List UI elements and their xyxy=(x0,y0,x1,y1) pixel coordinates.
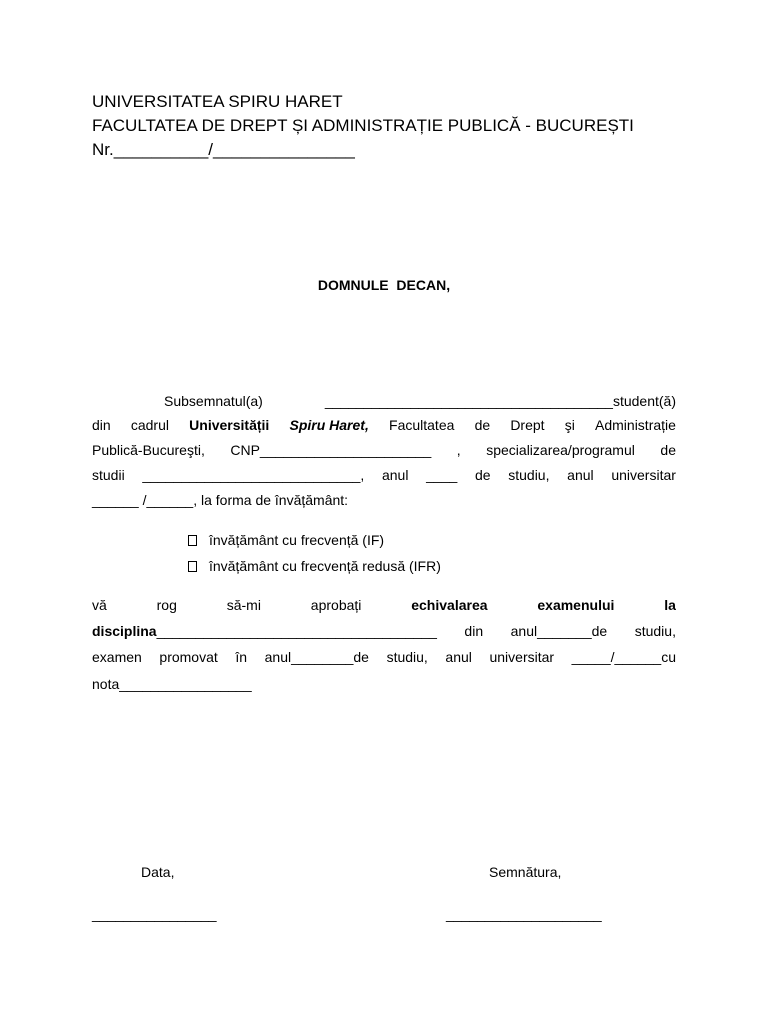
word: de xyxy=(474,467,491,483)
checkbox-ifr[interactable] xyxy=(188,561,197,572)
word: vă xyxy=(92,597,107,613)
word: promovat xyxy=(159,649,218,665)
word-bold: examenului xyxy=(537,597,615,613)
option-if[interactable] xyxy=(188,531,384,549)
signature-label: Semnătura, xyxy=(489,864,562,880)
paragraph2-line2 xyxy=(92,622,676,640)
salutation-title: DOMNULE DECAN, xyxy=(317,277,451,293)
word: de xyxy=(660,442,676,458)
word: studiu, xyxy=(634,623,676,639)
date-label: Data, xyxy=(141,864,175,880)
word: anul xyxy=(445,649,472,665)
paragraph1-line1 xyxy=(164,392,676,410)
word: anul xyxy=(381,467,409,483)
faculty-name: FACULTATEA DE DREPT ȘI ADMINISTRAȚIE PUBLICĂ - BUCUREȘTI xyxy=(92,116,634,135)
paragraph2-line4-grade: nota_________________ xyxy=(92,676,252,692)
university-name: UNIVERSITATEA SPIRU HARET xyxy=(92,92,343,111)
word: din xyxy=(464,623,484,639)
word: din xyxy=(92,417,111,433)
paragraph1-line2 xyxy=(92,416,676,434)
date-line: ________________ xyxy=(92,906,217,922)
paragraph1-line4 xyxy=(92,466,676,484)
word: şi xyxy=(564,417,575,433)
option-if-label: învățământ cu frecvență (IF) xyxy=(209,532,385,548)
word: rog xyxy=(156,597,177,613)
discipline-blank: ____________________________________ xyxy=(156,623,437,639)
word: specializarea/programul xyxy=(486,442,635,458)
paragraph2-line3 xyxy=(92,648,676,666)
promoted-year-blank: anul________de xyxy=(264,649,369,665)
signature-line: ____________________ xyxy=(446,906,602,922)
registration-number-line: Nr.__________/_______________ xyxy=(92,140,355,159)
word: examen xyxy=(92,649,142,665)
paragraph1-line5: ______ /______, la forma de învățământ: xyxy=(92,492,349,508)
word: Administrație xyxy=(595,417,676,433)
year-blank: anul_______de xyxy=(510,623,608,639)
paragraph2-line1 xyxy=(92,596,676,614)
word: studii xyxy=(92,467,125,483)
checkbox-if[interactable] xyxy=(188,535,197,546)
word: Facultatea xyxy=(389,417,455,433)
word: Publică-Bucureşti, xyxy=(92,442,205,458)
word: de xyxy=(474,417,491,433)
option-ifr-label: învățământ cu frecvență redusă (IFR) xyxy=(209,558,441,574)
word: universitar xyxy=(489,649,555,665)
academic-year-blank: _____/______cu xyxy=(571,649,676,665)
university-word-bold: Universității xyxy=(189,417,270,433)
word: studiu, xyxy=(508,467,550,483)
word: anul xyxy=(567,467,594,483)
spiru-haret-bold-italic: Spiru Haret, xyxy=(289,417,369,433)
cnp-blank: CNP______________________ xyxy=(230,442,432,458)
word: cadrul xyxy=(130,417,169,433)
word: Subsemnatul(a) xyxy=(164,393,263,409)
word-bold: la xyxy=(664,597,676,613)
word: în xyxy=(235,649,248,665)
word: aprobați xyxy=(310,597,362,613)
option-ifr[interactable] xyxy=(188,557,441,575)
student-name-blank: _____________________________________student(ă) xyxy=(324,393,676,409)
word: universitar xyxy=(611,467,676,483)
word: să-mi xyxy=(226,597,261,613)
word: , xyxy=(456,442,461,458)
specialization-blank: ____________________________, xyxy=(142,467,365,483)
discipline-word-bold: disciplina xyxy=(92,623,157,639)
year-blank: ____ xyxy=(426,467,458,483)
word-bold: echivalarea xyxy=(411,597,488,613)
word: Drept xyxy=(510,417,545,433)
paragraph1-line3 xyxy=(92,441,676,459)
word: studiu, xyxy=(386,649,428,665)
